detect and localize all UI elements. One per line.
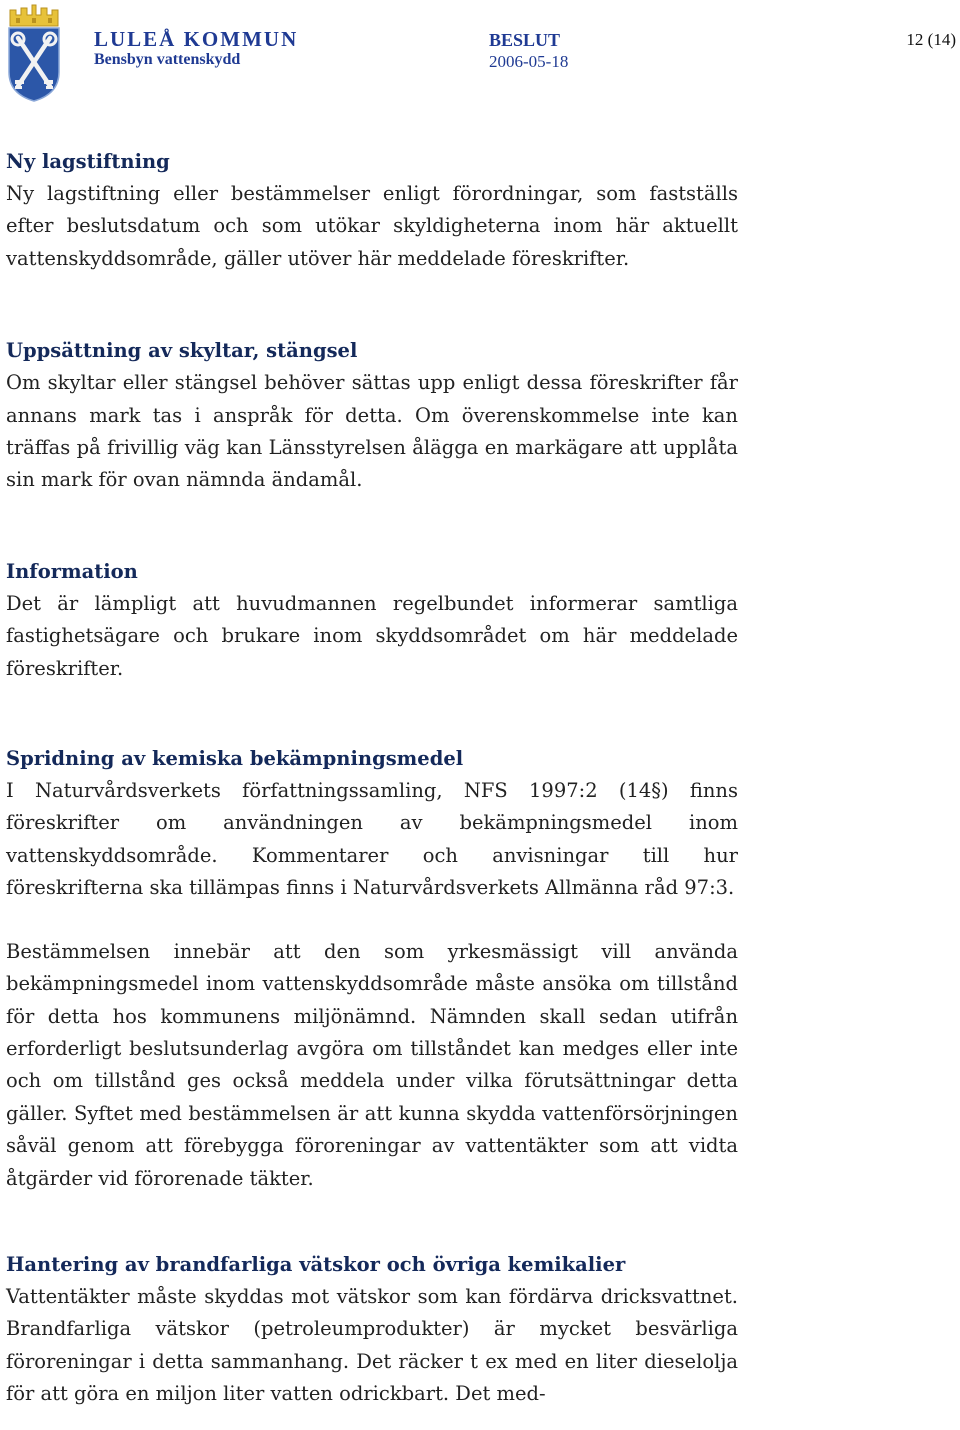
department-name: Bensbyn vattenskydd bbox=[94, 51, 241, 68]
section-skyltar-stangsel bbox=[6, 335, 738, 497]
paragraph: Det är lämpligt att huvudmannen regelbundet informerar samtliga fastighetsägare och brukare inom skyddsområdet om här meddelade föreskrifter. bbox=[6, 591, 738, 680]
paragraph: Om skyltar eller stängsel behöver sättas upp enligt dessa föreskrifter får annans mark tas i anspråk för detta. Om överenskommelse inte kan träffas på frivillig väg kan Länsstyrelsen ålägga en markägare att upplåta sin mark för ovan nämnda ändamål. bbox=[6, 371, 738, 492]
section-heading: Uppsättning av skyltar, stängsel bbox=[6, 339, 358, 363]
section-ny-lagstiftning bbox=[6, 146, 738, 275]
paragraph: Bestämmelsen innebär att den som yrkesmässigt vill använda bekämpningsmedel inom vattenskyddsområde måste ansöka om tillstånd för detta hos kommunens miljönämnd. Nämnden skall sedan utifrån erforderligt beslutsunderlag avgöra om tillståndet kan medges eller inte och om tillstånd ges också meddela under vilka förutsättningar detta gäller. Syftet med bestämmelsen är att kunna skydda vattenförsörjningen såväl genom att förebygga föroreningar av vattentäkter som att vidta åtgärder vid förorenade täkter. bbox=[6, 939, 738, 1190]
section-information bbox=[6, 556, 738, 685]
section-heading: Ny lagstiftning bbox=[6, 150, 170, 173]
organization-name: LULEÅ KOMMUN bbox=[94, 27, 299, 51]
document-type: BESLUT bbox=[489, 30, 561, 50]
section-heading: Hantering av brandfarliga vätskor och övriga kemikalier bbox=[6, 1252, 626, 1276]
section-bekampningsmedel bbox=[6, 743, 738, 1195]
paragraph: I Naturvårdsverkets författningssamling, NFS 1997:2 (14§) finns föreskrifter om användningen av bekämpningsmedel inom vattenskyddsområde. Kommentarer och anvisningar till hur föreskrifterna ska tillämpas finns i Naturvårdsverkets Allmänna råd 97:3. bbox=[6, 779, 738, 900]
document-date: 2006-05-18 bbox=[489, 52, 569, 71]
paragraph: Vattentäkter måste skyddas mot vätskor som kan fördärva dricksvattnet. Brandfarliga vätskor (petroleumprodukter) är mycket besvärliga föroreningar i detta sammanhang. Det räcker t ex med en liter dieselolja för att göra en miljon liter vatten odrickbart. Det med- bbox=[6, 1284, 738, 1406]
lulea-coat-of-arms-icon bbox=[6, 2, 62, 102]
section-heading: Information bbox=[6, 559, 138, 583]
page-number: 12 (14) bbox=[906, 30, 956, 49]
section-heading: Spridning av kemiska bekämpningsmedel bbox=[6, 747, 464, 771]
paragraph: Ny lagstiftning eller bestämmelser enligt förordningar, som fastställs efter beslutsdatum och som utökar skyldigheterna inom här aktuellt vattenskyddsområde, gäller utöver här meddelade föreskrifter. bbox=[6, 182, 738, 270]
section-brandfarliga-vatskor bbox=[6, 1249, 738, 1411]
document-body bbox=[6, 146, 738, 1411]
